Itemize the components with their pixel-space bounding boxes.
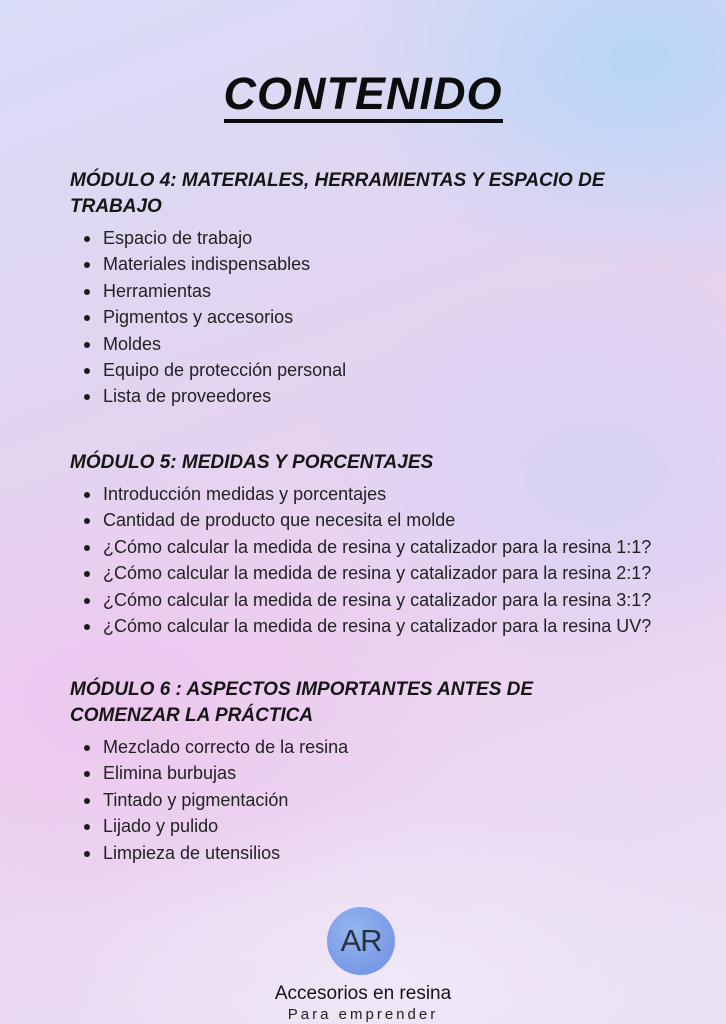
list-item: Limpieza de utensilios — [70, 840, 710, 866]
module-4-heading-line2: TRABAJO — [70, 196, 162, 217]
module-4-heading-line1: MÓDULO 4: MATERIALES, HERRAMIENTAS Y ESPACIO DE — [70, 170, 605, 191]
brand-tagline: Para emprender — [287, 1006, 439, 1023]
list-item: Mezclado correcto de la resina — [70, 734, 710, 760]
list-item: Herramientas — [70, 278, 710, 304]
list-item: Lijado y pulido — [70, 813, 710, 839]
module-6-heading-line1: MÓDULO 6 : ASPECTOS IMPORTANTES ANTES DE — [70, 679, 534, 700]
list-item: Introducción medidas y porcentajes — [70, 481, 710, 507]
list-item: Lista de proveedores — [70, 383, 710, 409]
module-5-heading-line1: MÓDULO 5: MEDIDAS Y PORCENTAJES — [70, 452, 434, 473]
module-6-heading — [70, 677, 710, 729]
list-item: Elimina burbujas — [70, 760, 710, 786]
page-title: CONTENIDO — [0, 68, 726, 120]
brand-logo — [327, 907, 395, 975]
brand-name: Accesorios en resina — [274, 983, 452, 1004]
module-4-section — [70, 168, 710, 410]
list-item: Equipo de protección personal — [70, 357, 710, 383]
list-item: Moldes — [70, 331, 710, 357]
module-5-section — [70, 450, 710, 639]
list-item: Materiales indispensables — [70, 251, 710, 277]
module-6-section — [70, 677, 710, 866]
module-5-list — [70, 481, 710, 639]
list-item: ¿Cómo calcular la medida de resina y catalizador para la resina 1:1? — [70, 534, 710, 560]
list-item: Pigmentos y accesorios — [70, 304, 710, 330]
module-6-list — [70, 734, 710, 866]
list-item: ¿Cómo calcular la medida de resina y catalizador para la resina 3:1? — [70, 587, 710, 613]
list-item: Cantidad de producto que necesita el molde — [70, 507, 710, 533]
module-6-heading-line2: COMENZAR LA PRÁCTICA — [70, 705, 314, 726]
list-item: Espacio de trabajo — [70, 225, 710, 251]
brand-logo-text: AR — [340, 923, 382, 958]
list-item: Tintado y pigmentación — [70, 787, 710, 813]
list-item: ¿Cómo calcular la medida de resina y catalizador para la resina UV? — [70, 613, 710, 639]
module-5-heading — [70, 450, 710, 476]
list-item: ¿Cómo calcular la medida de resina y catalizador para la resina 2:1? — [70, 560, 710, 586]
module-4-list — [70, 225, 710, 410]
module-4-heading — [70, 168, 710, 220]
